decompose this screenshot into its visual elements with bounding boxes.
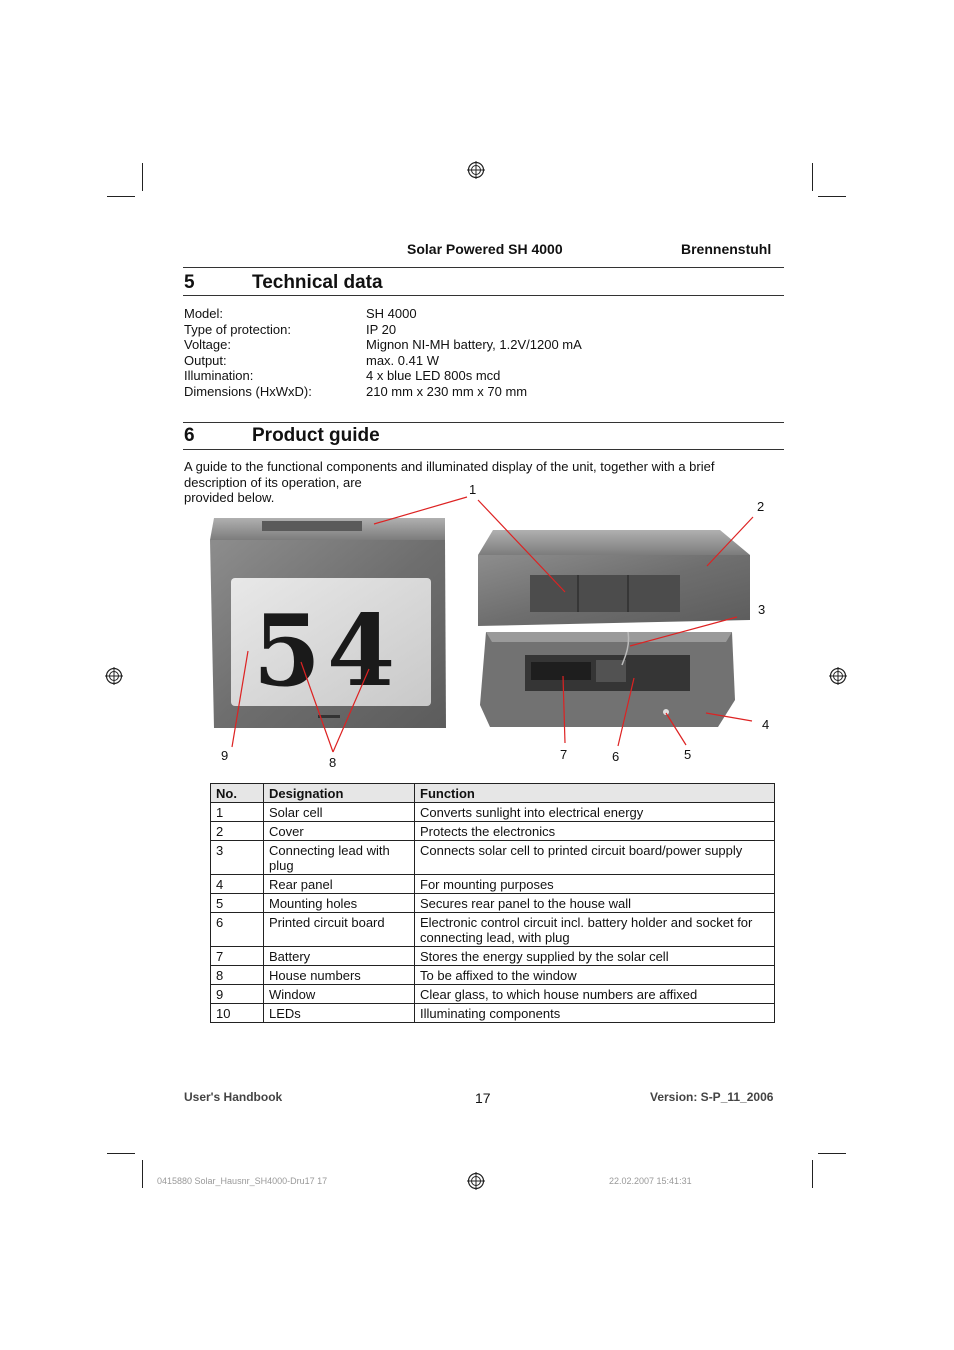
header-brand: Brennenstuhl <box>681 241 772 257</box>
crop-mark <box>812 1160 813 1188</box>
table-cell: Connecting lead with plug <box>264 841 415 875</box>
table-cell: Mounting holes <box>264 894 415 913</box>
section-title: Technical data <box>252 272 383 293</box>
table-row <box>211 803 775 822</box>
table-cell: Cover <box>264 822 415 841</box>
spec-label: Model: <box>184 306 224 321</box>
registration-mark-icon <box>467 1172 485 1190</box>
callout-label: 5 <box>684 747 692 762</box>
solar-cell-panel <box>530 575 680 612</box>
crop-mark <box>818 1153 846 1154</box>
table-cell: 6 <box>211 913 264 947</box>
table-row <box>211 841 775 875</box>
page-number: 17 <box>475 1090 491 1106</box>
table-cell: 9 <box>211 985 264 1004</box>
table-cell: Rear panel <box>264 875 415 894</box>
table-header-row <box>211 784 775 803</box>
spec-value: 4 x blue LED 800s mcd <box>366 368 501 384</box>
table-cell: 3 <box>211 841 264 875</box>
callout-label: 7 <box>560 747 568 762</box>
table-cell: To be affixed to the window <box>415 966 775 985</box>
table-cell: Protects the electronics <box>415 822 775 841</box>
house-number-display: 54 <box>252 594 402 709</box>
table-cell: Secures rear panel to the house wall <box>415 894 775 913</box>
spec-value: SH 4000 <box>366 306 417 321</box>
callout-label: 2 <box>757 499 765 514</box>
table-cell: Connects solar cell to printed circuit board/power supply <box>415 841 775 875</box>
callout-label: 8 <box>329 755 337 770</box>
callout-label: 6 <box>612 749 620 764</box>
spec-label: Voltage: <box>184 337 231 353</box>
crop-mark <box>107 1153 135 1154</box>
spec-value: IP 20 <box>366 321 397 337</box>
table-cell: Illuminating components <box>415 1004 775 1023</box>
table-cell: 5 <box>211 894 264 913</box>
table-cell: Electronic control circuit incl. battery holder and socket for connecting lead, with plug <box>415 913 775 947</box>
intro-line: provided below. <box>184 490 275 505</box>
spec-label: Type of protection: <box>184 321 291 337</box>
table-row <box>211 894 775 913</box>
callout-label: 1 <box>469 482 477 497</box>
table-cell: For mounting purposes <box>415 875 775 894</box>
spec-value: max. 0.41 W <box>366 352 439 368</box>
section-number: 6 <box>184 425 195 446</box>
table-row <box>211 966 775 985</box>
footer-right: Version: S-P_11_2006 <box>650 1090 774 1104</box>
solar-cell-top <box>262 521 362 531</box>
table-row <box>211 1004 775 1023</box>
callout-label: 4 <box>762 717 770 732</box>
table-cell: 1 <box>211 803 264 822</box>
table-cell: Stores the energy supplied by the solar cell <box>415 947 775 966</box>
column-header: Designation <box>264 784 415 803</box>
section-title: Product guide <box>252 425 380 446</box>
table-cell: LEDs <box>264 1004 415 1023</box>
table-cell: House numbers <box>264 966 415 985</box>
table-cell: Printed circuit board <box>264 913 415 947</box>
table-cell: 10 <box>211 1004 264 1023</box>
spec-label: Output: <box>184 352 227 368</box>
table-cell: Converts sunlight into electrical energy <box>415 803 775 822</box>
table-row <box>211 985 775 1004</box>
column-header: No. <box>211 784 264 803</box>
crop-mark <box>142 1160 143 1188</box>
table-row <box>211 913 775 947</box>
table-cell: 2 <box>211 822 264 841</box>
spec-label: Dimensions (HxWxD): <box>184 383 312 399</box>
callout-label: 9 <box>221 748 229 763</box>
section-number: 5 <box>184 272 195 293</box>
table-cell: Solar cell <box>264 803 415 822</box>
table-cell: 8 <box>211 966 264 985</box>
spec-value: 210 mm x 230 mm x 70 mm <box>366 383 528 399</box>
component-table <box>210 783 775 1023</box>
spec-label: Illumination: <box>184 368 254 384</box>
footer-left: User's Handbook <box>184 1090 283 1104</box>
table-row <box>211 822 775 841</box>
table-row <box>211 947 775 966</box>
spec-value: Mignon NI-MH battery, 1.2V/1200 mA <box>366 337 582 353</box>
table-cell: 7 <box>211 947 264 966</box>
intro-line: A guide to the functional components and illuminated display of the unit, together with a brief <box>184 459 715 474</box>
header-product: Solar Powered SH 4000 <box>407 241 563 257</box>
intro-line: description of its operation, are <box>184 475 362 490</box>
callout-label: 3 <box>758 602 766 617</box>
table-cell: Window <box>264 985 415 1004</box>
table-cell: 4 <box>211 875 264 894</box>
column-header: Function <box>415 784 775 803</box>
open-view-unit <box>478 530 750 727</box>
table-cell: Clear glass, to which house numbers are affixed <box>415 985 775 1004</box>
table-cell: Battery <box>264 947 415 966</box>
print-slug-left: 0415880 Solar_Hausnr_SH4000-Dru17 17 <box>157 1176 328 1186</box>
front-view-unit <box>210 518 446 728</box>
print-slug-right: 22.02.2007 15:41:31 <box>609 1176 692 1186</box>
table-row <box>211 875 775 894</box>
